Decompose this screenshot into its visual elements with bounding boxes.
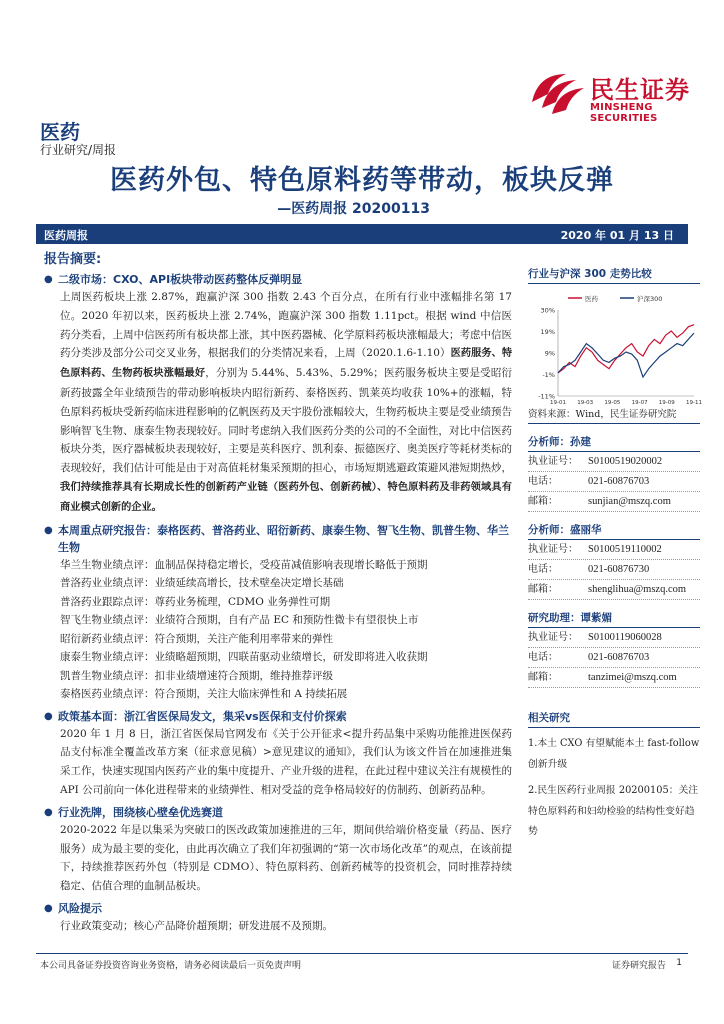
x-tick-label: 19-05 <box>604 400 621 406</box>
analyst-license-row: 执业证号： S0100519020002 <box>528 452 700 472</box>
report-title: 医药外包、特色原料药等带动，板块反弹 <box>110 165 614 196</box>
related-research-heading: 相关研究 <box>528 706 700 728</box>
list-item: 普洛药业业绩点评：业绩延续高增长，技术壁垒决定增长基础 <box>60 577 344 590</box>
summary-column <box>44 248 512 936</box>
list-item: 泰格医药业绩点评：符合预期，关注大临床弹性和 A 持续拓展 <box>60 688 348 701</box>
section-heading: ● 政策基本面：浙江省医保局发文，集采vs医保和支付价探索 <box>44 709 347 723</box>
bullet-icon: ● <box>44 710 53 722</box>
analyst-phone-row: 电话： 021-60876703 <box>528 472 700 492</box>
y-tick-label: -1% <box>542 371 555 379</box>
section-heading: ● 风险提示 <box>44 901 102 915</box>
section-heading: ● 行业洗牌，围绕核心壁垒优选赛道 <box>44 805 223 819</box>
company-reviews-list <box>44 556 512 704</box>
section-paragraph: 上周医药板块上涨 2.87%，跑赢沪深 300 指数 2.43 个百分点，在所有行业中涨幅排名第 17 位。2020 年初以来，医药板块上涨 2.74%，跑赢沪深 300 指数 1.11pct。根据 wind 中信医药分类看，上周中信医药所有板块都上涨，其中医药器械、化学原料药板块涨幅最大；考虑中信医药分类涉及部分公司交叉业务，根据我们的分类情况来看，上周（2020.1.6-1.10）医药服务、特色原料药、生物药板块涨幅最好，分别为 5.44%、5.43%、5.29%；医药服务板块主要是受昭衍新药披露全年业绩预告的带动影响板块内昭衍新药、泰格医药、凯莱英均收获 10%+的涨幅，特色原料药板块受新药临床进程影响的亿帆医药及天宇股份涨幅较大，生物药板块主要是受业绩预告影响智飞生物、康泰生物表现较好。同时考虑纳入我们医药分类的公司的不全面性，对比中信医药板块分类，医疗器械板块表现较好，主要是英科医疗、凯利泰、振德医疗、奥美医疗等耗材类标的表现较好，我们估计可能是由于对高值耗材集采预期的担心，市场短期逃避政策避风港短期热炒，我们持续推荐具有长期成长性的创新药产业链（医药外包、创新药械）、特色原料药及非药领域具有商业模式创新的企业。 <box>60 291 513 513</box>
y-tick-label: -11% <box>538 392 555 401</box>
section-heading: ● 二级市场：CXO、API板块带动医药整体反弹明显 <box>44 273 303 286</box>
bullet-icon: ● <box>44 902 53 914</box>
analyst-license-row: 执业证号： S0100519110002 <box>528 540 700 560</box>
analyst-phone-row: 电话： 021-60876703 <box>528 648 700 668</box>
list-item: 昭衍新药业绩点评：符合预期，关注产能利用率带来的弹性 <box>60 632 333 645</box>
chart-source: 资料来源：Wind，民生证券研究院 <box>528 404 700 424</box>
list-item: 凯普生物业绩点评：扣非业绩增速符合预期，维持推荐评级 <box>60 669 333 682</box>
x-tick-label: 19-11 <box>686 400 702 406</box>
list-item: 智飞生物业绩点评：业绩符合预期，自有产品 EC 和预防性微卡有望很快上市 <box>60 614 419 627</box>
bullet-icon: ● <box>44 524 53 536</box>
x-tick-label: 19-01 <box>550 400 566 406</box>
report-type: 行业研究/周报 <box>40 143 117 157</box>
x-tick-label: 19-07 <box>631 400 648 406</box>
logo-text-en: MINSHENG SECURITIES <box>590 102 658 124</box>
series-line <box>558 325 694 373</box>
header-bar <box>36 224 688 244</box>
legend-label: 医药 <box>585 295 598 303</box>
related-research-item[interactable]: 2.民生医药行业周报 20200105：关注特色原料药和妇幼检验的结构性变好趋势 <box>528 785 699 837</box>
analyst-heading: 分析师：盛丽华 <box>528 518 700 540</box>
trend-chart-svg <box>528 284 700 404</box>
analyst-email-row[interactable]: 邮箱： shenglihua@mszq.com <box>528 580 700 600</box>
y-tick-label: 19% <box>540 328 555 336</box>
analyst-license-row: 执业证号： S0100119060028 <box>528 628 700 648</box>
footer-disclaimer: 本公司具备证券投资咨询业务资格，请务必阅读最后一页免责声明 <box>40 961 302 971</box>
list-item: 普洛药业跟踪点评：尊药业务梳理，CDMO 业务弹性可期 <box>60 595 331 608</box>
y-tick-label: 9% <box>544 349 555 358</box>
analyst-phone-row: 电话： 021-60876730 <box>528 560 700 580</box>
page-number: 1 <box>676 958 682 968</box>
section-heading: ● 本周重点研究报告：泰格医药、普洛药业、昭衍新药、康泰生物、智飞生物、凯普生物、华兰生物 <box>44 523 509 554</box>
chart-heading: 行业与沪深 300 走势比较 <box>528 266 700 284</box>
x-tick-label: 19-09 <box>658 400 675 406</box>
bullet-icon: ● <box>44 274 53 285</box>
related-research-item[interactable]: 1.本土 CXO 有望赋能本土 fast-follow 创新升级 <box>528 738 700 770</box>
list-item: 康泰生物业绩点评：业绩略超预期，四联苗驱动业绩增长，研发即将进入收获期 <box>60 651 428 664</box>
company-logo <box>528 66 698 122</box>
footer-divider <box>36 953 688 954</box>
section-paragraph: 行业政策变动；核心产品降价超预期；研发进展不及预期。 <box>60 919 333 932</box>
y-tick-label: 30% <box>540 306 555 315</box>
summary-title: 报告摘要: <box>44 252 102 267</box>
list-item: 华兰生物业绩点评：血制品保持稳定增长，受疫苗减值影响表现增长略低于预期 <box>60 558 428 571</box>
legend-label: 沪深300 <box>637 295 663 303</box>
logo-text-cn: 民生证券 <box>590 76 690 104</box>
analyst-email-row[interactable]: 邮箱： tanzimei@mszq.com <box>528 668 700 688</box>
section-paragraph: 2020-2022 年是以集采为突破口的医改政策加速推进的三年，期间供给端价格变量（药品、医疗服务）成为最主要的变化，由此再次确立了我们年初强调的“第一次市场化改革”的观点，在该前提下，持续推荐医药外包（特别是 CDMO）、特色原料药、创新药械等的投资机会，同时推荐持续稳定、估值合理的血制品板块。 <box>60 823 512 893</box>
analyst-email-row[interactable]: 邮箱： sunjian@mszq.com <box>528 492 700 512</box>
analyst-heading: 研究助理：谭紫媚 <box>528 606 700 628</box>
series-line <box>558 333 694 377</box>
bar-report-date: 2020 年 01 月 13 日 <box>560 229 674 242</box>
bullet-icon: ● <box>44 806 53 818</box>
logo-mark-icon <box>528 68 586 120</box>
report-subtitle: —医药周报 20200113 <box>277 201 430 217</box>
section-paragraph: 2020 年 1 月 8 日，浙江省医保局官网发布《关于公开征求<提升药品集中采购功能推进医保药品支付标准全覆盖改革方案（征求意见稿）>意见建议的通知》，我们认为该文件旨在加速推进集采工作，快速实现国内医药产业的集中度提升、产业升级的进程，在此过程中建议关注有规模性的 API 公司前向一体化进程带来的业绩弹性、相对受益的竞争格局较好的仿制药、创新药品种。 <box>60 727 512 796</box>
trend-chart <box>528 284 700 404</box>
x-tick-label: 19-03 <box>577 400 594 406</box>
sidebar <box>528 266 700 843</box>
bar-report-name: 医药周报 <box>44 229 88 242</box>
sector-label: 医药 <box>40 120 80 144</box>
analyst-heading: 分析师：孙建 <box>528 430 700 452</box>
footer-report-label: 证券研究报告 <box>611 961 666 971</box>
